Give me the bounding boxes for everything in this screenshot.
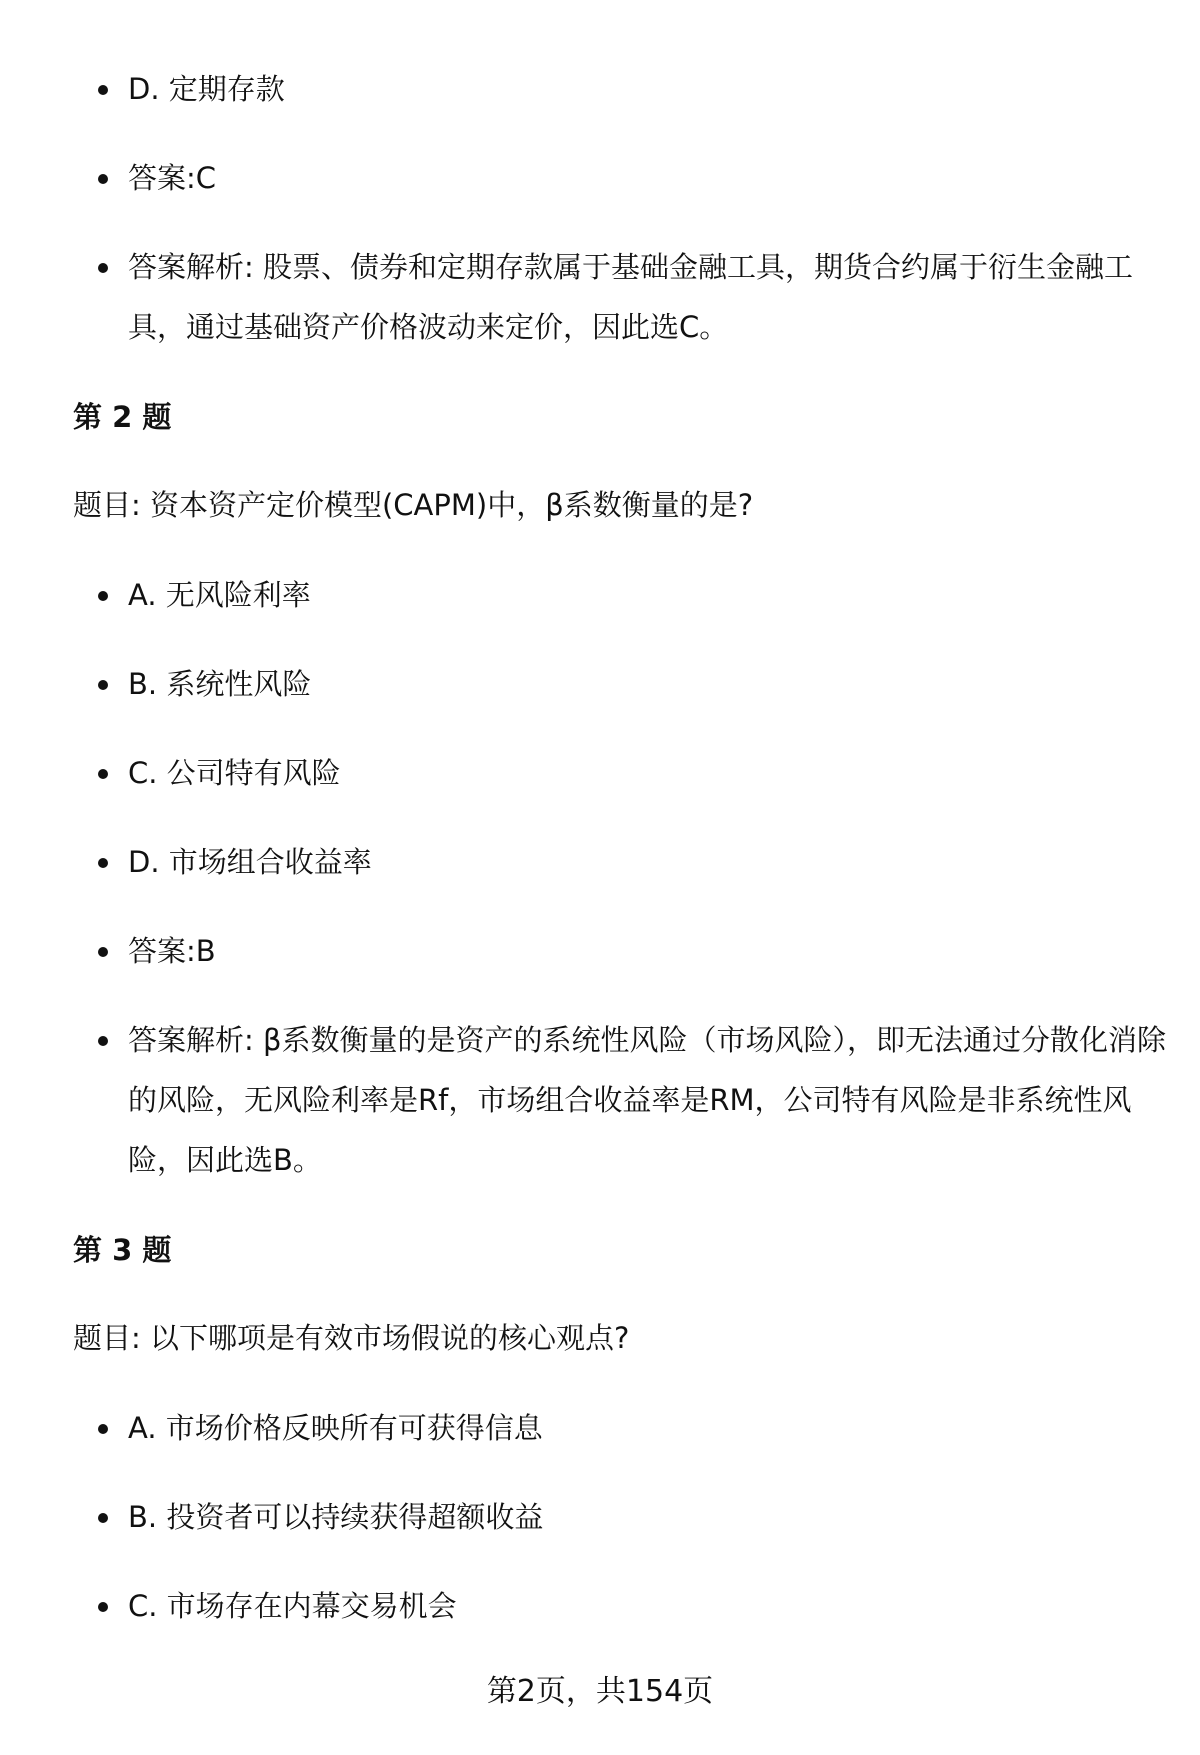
q1-analysis: 答案解析: 股票、债券和定期存款属于基础金融工具，期货合约属于衍生金融工具，通过基础资产价格波动来定价，因此选C。: [128, 237, 1168, 357]
q2-stem: 题目: 资本资产定价模型(CAPM)中，β系数衡量的是?: [73, 488, 754, 522]
q2-analysis: 答案解析: β系数衡量的是资产的系统性风险（市场风险），即无法通过分散化消除的风险，无风险利率是Rf，市场组合收益率是RM，公司特有风险是非系统性风险，因此选B。: [128, 1010, 1168, 1190]
q2-option-d: D. 市场组合收益率: [128, 832, 1168, 892]
q3-option-b: B. 投资者可以持续获得超额收益: [128, 1487, 1168, 1547]
q2-heading: 第 2 题: [73, 400, 172, 434]
q3-option-c: C. 市场存在内幕交易机会: [128, 1576, 1168, 1636]
q1-option-d: D. 定期存款: [128, 59, 1168, 119]
q3-heading: 第 3 题: [73, 1233, 172, 1267]
q2-option-b: B. 系统性风险: [128, 654, 1168, 714]
q2-option-a: A. 无风险利率: [128, 565, 1168, 625]
q3-stem: 题目: 以下哪项是有效市场假说的核心观点?: [73, 1321, 630, 1355]
q2-answer: 答案:B: [128, 921, 1168, 981]
q3-option-a: A. 市场价格反映所有可获得信息: [128, 1398, 1168, 1458]
q2-option-c: C. 公司特有风险: [128, 743, 1168, 803]
page-indicator: 第2页，共154页: [486, 1674, 714, 1709]
q1-answer: 答案:C: [128, 148, 1168, 208]
